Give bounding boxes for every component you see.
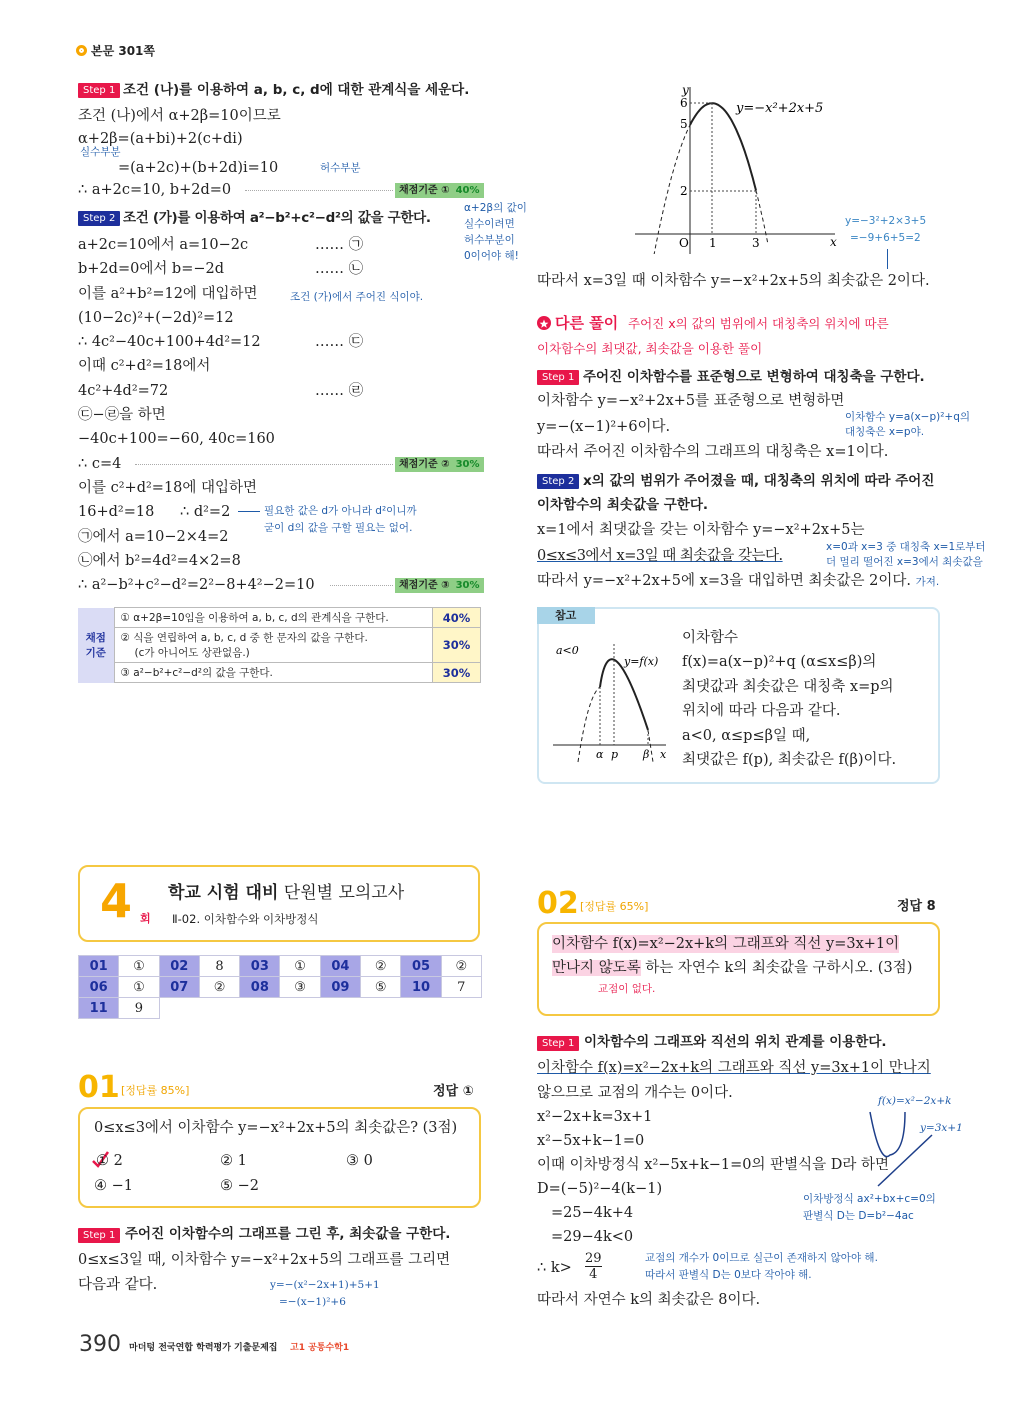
- answer-q: 06: [79, 977, 119, 998]
- solution-line: ㉡에서 b²=4d²=4×2=8: [78, 553, 241, 569]
- note-need: 필요한 값은 d가 아니라 d²이니까: [264, 505, 417, 517]
- fraction-num: 29: [585, 1251, 602, 1266]
- eq-marker: …… ㉢: [315, 334, 364, 350]
- page-ref: 본문 301쪽: [91, 44, 156, 58]
- fraction: [585, 1251, 602, 1282]
- note-cond: 0이어야 해!: [464, 250, 519, 262]
- note-cond: α+2β의 값이: [464, 202, 527, 214]
- q02-answer: 정답 8: [897, 899, 936, 914]
- answer-q: 09: [320, 977, 360, 998]
- q02-number: 02: [537, 886, 579, 921]
- arrow-up-icon: [887, 249, 888, 269]
- solution-line: 조건 (나)에서 α+2β=10이므로: [78, 108, 281, 124]
- reference-graph: [548, 635, 678, 765]
- choice-1: ① 2: [96, 1153, 123, 1169]
- book-title: 마더텅 전국연합 학력평가 기출문제집: [129, 1343, 278, 1353]
- note-line: y=3x+1: [920, 1122, 963, 1134]
- criteria-pct: 40%: [433, 608, 481, 628]
- note-neg: 따라서 판별식 D는 0보다 작아야 해.: [645, 1269, 812, 1281]
- y-axis-label: y: [682, 83, 689, 97]
- step2-title: 조건 (가)를 이용하여 a²−b²+c²−d²의 값을 구한다.: [123, 210, 431, 226]
- reference-line: 이차함수: [682, 630, 739, 646]
- note-need: 굳이 d의 값을 구할 필요는 없어.: [264, 522, 413, 534]
- solution-line: ∴ k>: [537, 1260, 572, 1276]
- curve: [600, 659, 648, 730]
- solution-line: 0≤x≤3일 때, 이차함수 y=−x²+2x+5의 그래프를 그리면: [78, 1252, 451, 1268]
- solution-line: =29−4k<0: [551, 1229, 634, 1245]
- note-standard: =−(x−1)²+6: [279, 1296, 346, 1308]
- choice-2: ② 1: [220, 1153, 247, 1169]
- parabola-line-sketch: [860, 1110, 940, 1188]
- tick-p: p: [611, 748, 619, 761]
- solution-line: ∴ d²=2: [180, 504, 231, 520]
- reference-line: 위치에 따라 다음과 같다.: [682, 703, 841, 719]
- answer-a: ③: [280, 977, 320, 998]
- solution-line: ㉠에서 a=10−2×4=2: [78, 529, 229, 545]
- tick-beta: β: [643, 748, 650, 761]
- exam-number: 4: [100, 874, 133, 928]
- x-axis-label: x: [830, 235, 837, 249]
- note-axis: 대칭축은 x=p야.: [845, 426, 925, 438]
- solution-line: 따라서 주어진 이차함수의 그래프의 대칭축은 x=1이다.: [537, 444, 889, 460]
- solution-line: =25−4k+4: [551, 1205, 634, 1221]
- note-calc: y=−3²+2×3+5: [845, 215, 927, 227]
- note-far: 가져.: [915, 576, 940, 588]
- choice-3: ③ 0: [346, 1153, 373, 1169]
- solution-line: ∴ c=4: [78, 456, 122, 472]
- criteria-badge-2: 채점기준 ② 30%: [395, 457, 484, 472]
- q01-question: 0≤x≤3에서 이차함수 y=−x²+2x+5의 최솟값은? (3점): [94, 1120, 458, 1136]
- solution-line: y=−(x−1)²+6이다.: [537, 419, 671, 435]
- exam-title: 학교 시험 대비 단원별 모의고사: [168, 883, 405, 903]
- criteria-header: 채점 기준: [78, 608, 114, 683]
- criteria-row: ② 식을 연립하여 a, b, c, d 중 한 문자의 값을 구한다. (c가 아니어도 상관없음.): [114, 628, 433, 663]
- solution-line: 4c²+4d²=72: [78, 383, 169, 399]
- choice-5: ⑤ −2: [220, 1178, 259, 1194]
- solution-line: 이때 c²+d²=18에서: [78, 358, 211, 374]
- solution-line: α+2β=(a+bi)+2(c+di): [78, 131, 243, 147]
- solution-line: ∴ a+2c=10, b+2d=0: [78, 182, 232, 198]
- solution-line: x²−2x+k=3x+1: [537, 1109, 653, 1125]
- solution-line: ㉢−㉣을 하면: [78, 407, 166, 423]
- answer-q: 01: [79, 956, 119, 977]
- note-axis: 이차함수 y=a(x−p)²+q의: [845, 411, 971, 423]
- a-label: a<0: [556, 644, 579, 657]
- solution-line: 따라서 y=−x²+2x+5에 x=3을 대입하면 최솟값은 2이다. 가져.: [537, 573, 940, 589]
- solution-line: (10−2c)²+(−2d)²=12: [78, 310, 234, 326]
- note-far: x=0과 x=3 중 대칭축 x=1로부터: [826, 541, 986, 553]
- answer-a: ①: [119, 977, 159, 998]
- solution-line: 않으므로 교점의 개수는 0이다.: [537, 1085, 733, 1101]
- answer-q: 07: [159, 977, 199, 998]
- origin-label: O: [679, 236, 689, 250]
- answer-q: 05: [401, 956, 441, 977]
- note-real-part: 실수부분: [80, 146, 121, 158]
- step1-title: 주어진 이차함수를 표준형으로 변형하여 대칭축을 구한다.: [583, 369, 925, 385]
- parabola-curve: [690, 103, 756, 190]
- note-fx: f(x)=x²−2x+k: [878, 1095, 952, 1107]
- note-cond: 실수이려면: [464, 218, 515, 230]
- page-number: 390: [79, 1332, 121, 1357]
- solution-line: ∴ 4c²−40c+100+4d²=12: [78, 334, 261, 350]
- answer-q: 11: [79, 998, 119, 1019]
- reference-line: a<0, α≤p≤β일 때,: [682, 728, 811, 744]
- book-subject: 고1 공통수학1: [290, 1343, 350, 1353]
- solution-line: x=1에서 최댓값을 갖는 이차함수 y=−x²+2x+5는: [537, 522, 865, 538]
- note-calc: =−9+6+5=2: [850, 232, 921, 244]
- x-label: x: [660, 748, 667, 761]
- note-imag-part: 허수부분: [320, 162, 361, 174]
- step2-title: 이차함수의 최솟값을 구한다.: [537, 497, 709, 513]
- note-given: 조건 (가)에서 주어진 식이야.: [290, 291, 424, 303]
- criteria-badge-1: 채점기준 ① 40%: [395, 183, 484, 198]
- conclusion-line: 따라서 x=3일 때 이차함수 y=−x²+2x+5의 최솟값은 2이다.: [537, 273, 930, 289]
- q02-rate: [정답률 65%]: [580, 900, 649, 913]
- criteria-pct: 30%: [433, 663, 481, 683]
- answer-a: ②: [361, 956, 401, 977]
- note-disc: 이차방정식 ax²+bx+c=0의: [803, 1193, 936, 1205]
- y-tick: 5: [680, 117, 688, 131]
- solution-line: a+2c=10에서 a=10−2c: [78, 237, 249, 253]
- answer-a: 9: [119, 998, 159, 1019]
- step2-badge: Step 2: [537, 474, 579, 489]
- answer-a: 8: [199, 956, 239, 977]
- exam-subtitle: Ⅱ-02. 이차함수와 이차방정식: [172, 912, 319, 926]
- q02-question: 만나지 않도록 하는 자연수 k의 최솟값을 구하시오. (3점): [552, 960, 913, 976]
- alt-desc: 이차함수의 최댓값, 최솟값을 이용한 풀이: [537, 341, 763, 356]
- tick-alpha: α: [596, 748, 604, 761]
- step1-badge: Step 1: [537, 1036, 579, 1051]
- solution-line: D=(−5)²−4(k−1): [537, 1181, 663, 1197]
- q02-question: 이차함수 f(x)=x²−2x+k의 그래프와 직선 y=3x+1이: [552, 936, 900, 952]
- answer-q: 08: [240, 977, 280, 998]
- eq-marker: …… ㉠: [315, 237, 364, 253]
- answer-a: ①: [119, 956, 159, 977]
- step1-badge: Step 1: [78, 83, 120, 98]
- step2-badge: Step 2: [78, 211, 120, 226]
- solution-line: 이를 a²+b²=12에 대입하면: [78, 286, 258, 302]
- step2-title: x의 값의 범위가 주어졌을 때, 대칭축의 위치에 따라 주어진: [583, 473, 935, 489]
- answer-a: ②: [199, 977, 239, 998]
- reference-line: 최댓값과 최솟값은 대칭축 x=p의: [682, 679, 894, 695]
- alt-desc: 주어진 x의 값의 범위에서 대칭축의 위치에 따른: [628, 316, 889, 331]
- solution-line: ∴ a²−b²+c²−d²=2²−8+4²−2=10: [78, 577, 315, 593]
- answer-a: ①: [280, 956, 320, 977]
- q01-rate: [정답률 85%]: [121, 1084, 190, 1097]
- leader-dots: [245, 190, 393, 191]
- answer-q: 02: [159, 956, 199, 977]
- solution-line: x²−5x+k−1=0: [537, 1133, 645, 1149]
- grading-criteria-table: [78, 607, 481, 683]
- leader-dots: [135, 464, 393, 465]
- solution-line: b+2d=0에서 b=−2d: [78, 261, 225, 277]
- answer-q: 03: [240, 956, 280, 977]
- answer-q: 10: [401, 977, 441, 998]
- sketch-parabola: [870, 1112, 905, 1157]
- step1-badge: Step 1: [537, 370, 579, 385]
- solution-line: 16+d²=18: [78, 504, 155, 520]
- solution-line: −40c+100=−60, 40c=160: [78, 431, 275, 447]
- y-tick: 6: [680, 96, 688, 110]
- y-tick: 2: [680, 184, 688, 198]
- note-far: 더 멀리 떨어진 x=3에서 최솟값을: [826, 556, 983, 568]
- eq-marker: …… ㉣: [315, 383, 364, 399]
- criteria-badge-3: 채점기준 ③ 30%: [395, 578, 484, 593]
- step1-title: 주어진 이차함수의 그래프를 그린 후, 최솟값을 구한다.: [125, 1226, 451, 1242]
- criteria-row: ① α+2β=10임을 이용하여 a, b, c, d의 관계식을 구한다.: [114, 608, 433, 628]
- solution-line: 따라서 자연수 k의 최솟값은 8이다.: [537, 1292, 761, 1308]
- step1-title: 조건 (나)를 이용하여 a, b, c, d에 대한 관계식을 세운다.: [123, 82, 470, 98]
- arrow-icon: [238, 511, 260, 512]
- solution-line: 이차함수 y=−x²+2x+5를 표준형으로 변형하면: [537, 393, 845, 409]
- star-icon: [537, 316, 551, 330]
- reference-line: 최댓값은 f(p), 최솟값은 f(β)이다.: [682, 752, 897, 768]
- step1-title: 이차함수의 그래프와 직선의 위치 관계를 이용한다.: [584, 1034, 887, 1050]
- solution-line: 이차함수 f(x)=x²−2x+k의 그래프와 직선 y=3x+1이 만나지: [537, 1060, 931, 1076]
- answer-a: 7: [441, 977, 481, 998]
- answer-a: ⑤: [361, 977, 401, 998]
- q02-hint: 교점이 없다.: [598, 983, 656, 995]
- note-standard: y=−(x²−2x+1)+5+1: [270, 1279, 380, 1291]
- solution-line: 0≤x≤3에서 x=3일 때 최솟값을 갖는다.: [537, 548, 783, 564]
- criteria-pct: 30%: [433, 628, 481, 663]
- x-tick: 3: [752, 236, 760, 250]
- solution-line: 이를 c²+d²=18에 대입하면: [78, 480, 258, 496]
- curve-label: y=f(x): [624, 655, 659, 668]
- q01-number: 01: [78, 1070, 120, 1105]
- alt-title: 다른 풀이: [555, 314, 619, 332]
- x-tick: 1: [709, 236, 717, 250]
- note-disc: 판별식 D는 D=b²−4ac: [803, 1210, 914, 1222]
- answer-a: ②: [441, 956, 481, 977]
- q01-answer: 정답 ①: [433, 1084, 474, 1099]
- note-neg: 교점의 개수가 0이므로 실근이 존재하지 않아야 해.: [645, 1252, 878, 1264]
- exam-suffix: 회: [140, 912, 151, 925]
- leader-dots: [330, 585, 393, 586]
- note-cond: 허수부분이: [464, 234, 515, 246]
- solution-line: 다음과 같다.: [78, 1277, 158, 1293]
- answer-grid: [78, 955, 482, 1019]
- answer-q: 04: [320, 956, 360, 977]
- solution-line: 이때 이차방정식 x²−5x+k−1=0의 판별식을 D라 하면: [537, 1157, 890, 1173]
- step1-badge: Step 1: [78, 1228, 120, 1243]
- choice-4: ④ −1: [94, 1178, 133, 1194]
- criteria-row: ③ a²−b²+c²−d²의 값을 구한다.: [114, 663, 433, 683]
- reference-line: f(x)=a(x−p)²+q (α≤x≤β)의: [682, 654, 877, 670]
- curve-label: y=−x²+2x+5: [736, 101, 824, 116]
- solution-line: =(a+2c)+(b+2d)i=10: [118, 160, 279, 176]
- ref-icon: [76, 45, 87, 56]
- eq-marker: …… ㉡: [315, 261, 364, 277]
- sketch-line: [878, 1135, 932, 1186]
- reference-tab: 참고: [537, 607, 595, 624]
- fraction-den: 4: [589, 1267, 598, 1282]
